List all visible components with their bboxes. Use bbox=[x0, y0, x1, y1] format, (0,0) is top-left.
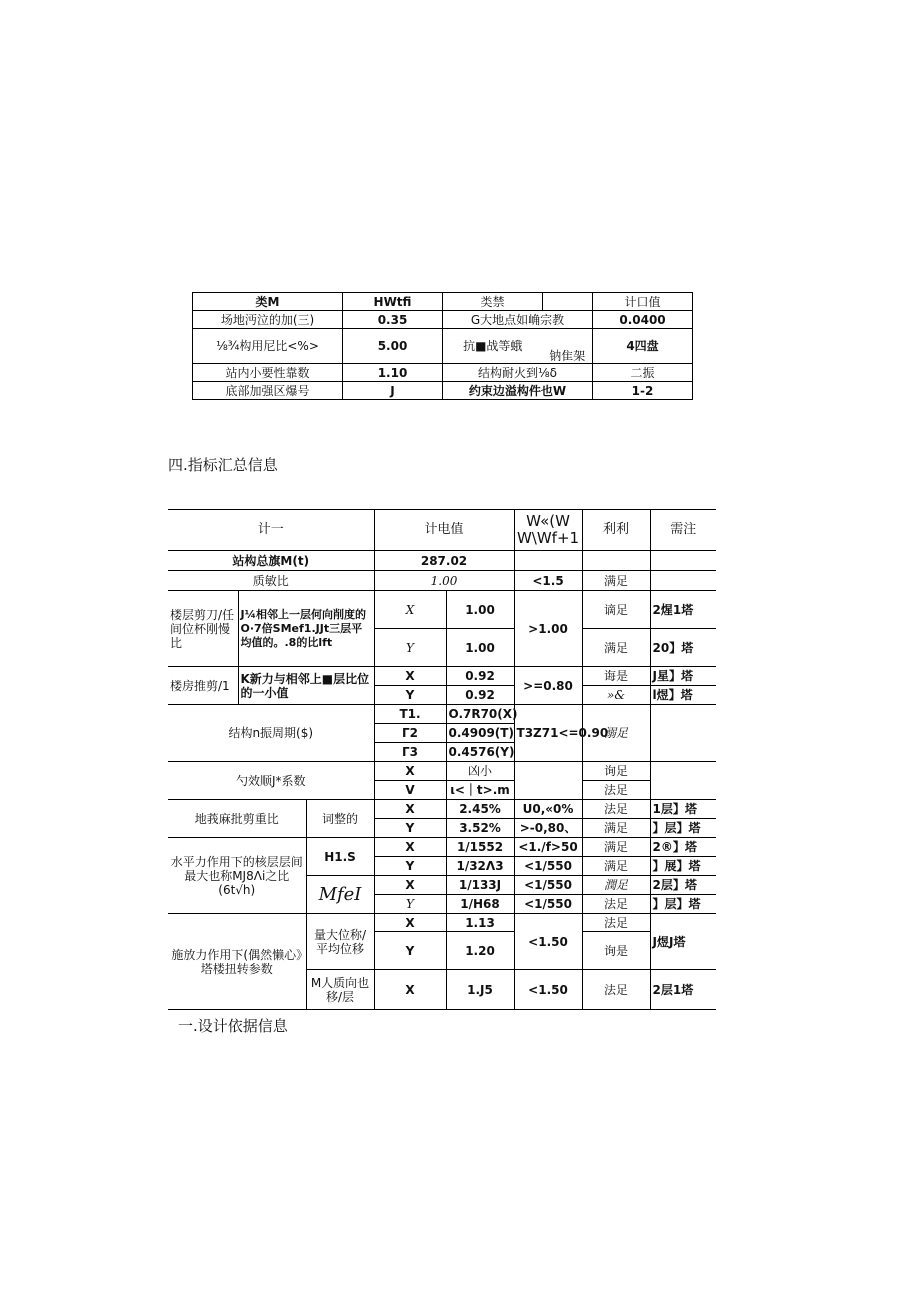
table-cell: X bbox=[374, 970, 446, 1010]
table-cell: 钠隹架 bbox=[543, 329, 593, 364]
table-cell: 约束边溢构件也W bbox=[443, 382, 593, 400]
table-cell: <1./f>50 bbox=[514, 838, 582, 857]
table-cell: Γ3 bbox=[374, 743, 446, 762]
table-cell: 询足 bbox=[582, 762, 650, 781]
table-cell: T3Z71<=0.90 bbox=[514, 705, 582, 762]
table-cell: 类M bbox=[193, 293, 343, 311]
table-cell: 满足 bbox=[582, 629, 650, 667]
table-cell: X bbox=[374, 876, 446, 895]
table-cell: 1/133J bbox=[446, 876, 514, 895]
table-cell: X bbox=[374, 800, 446, 819]
table-cell: 满足 bbox=[582, 571, 650, 591]
table-cell: 1.J5 bbox=[446, 970, 514, 1010]
table-cell: 诲是 bbox=[582, 667, 650, 686]
table-cell: Y bbox=[374, 819, 446, 838]
table-cell: 1.00 bbox=[374, 571, 514, 591]
table-cell: 结构耐火到⅛δ bbox=[443, 364, 593, 382]
table-cell bbox=[650, 762, 716, 800]
table-cell: M人质向也移/层 bbox=[306, 970, 374, 1010]
table-cell: 二振 bbox=[593, 364, 693, 382]
table-cell: 楼房推剪/1 bbox=[168, 667, 238, 705]
table-cell: HWtfi bbox=[343, 293, 443, 311]
header-cell: 需注 bbox=[650, 510, 716, 551]
table-row bbox=[193, 329, 693, 364]
table-cell: 2煋1塔 bbox=[650, 591, 716, 629]
table-cell: 2层】塔 bbox=[650, 876, 716, 895]
table-cell: 谪足 bbox=[582, 591, 650, 629]
table-cell: 溺足 bbox=[582, 705, 650, 762]
table-cell: 3.52% bbox=[446, 819, 514, 838]
table-row bbox=[168, 705, 716, 724]
table-cell: <1/550 bbox=[514, 895, 582, 914]
table-row bbox=[168, 571, 716, 591]
table-cell: 】层】塔 bbox=[650, 895, 716, 914]
table-cell: >=0.80 bbox=[514, 667, 582, 705]
table-cell: 0.35 bbox=[343, 311, 443, 329]
table-cell: J¼相邻上一层何向削度的O·7倍SMef1.JJt三层平均值的。.8的比lft bbox=[238, 591, 374, 667]
table-cell: Y bbox=[374, 686, 446, 705]
table-cell: Y bbox=[374, 895, 446, 914]
table-cell: 底部加强区爆号 bbox=[193, 382, 343, 400]
table-cell: 1.00 bbox=[446, 591, 514, 629]
table-cell: 0.0400 bbox=[593, 311, 693, 329]
table-cell: 凶小 bbox=[446, 762, 514, 781]
table-cell: <1/550 bbox=[514, 857, 582, 876]
table-cell: 站构总旗M(t) bbox=[168, 551, 374, 571]
table-cell: 2.45% bbox=[446, 800, 514, 819]
table-cell: 潤足 bbox=[582, 876, 650, 895]
table-cell: 】展】塔 bbox=[650, 857, 716, 876]
header-cell: 利利 bbox=[582, 510, 650, 551]
table-cell: 法足 bbox=[582, 895, 650, 914]
table-cell: X bbox=[374, 667, 446, 686]
table-cell: 20】塔 bbox=[650, 629, 716, 667]
table-cell: X bbox=[374, 762, 446, 781]
table-header-row bbox=[168, 510, 716, 551]
table-cell: G大地点如崅宗教 bbox=[443, 311, 593, 329]
table-cell: 计口值 bbox=[593, 293, 693, 311]
table-cell: MfeI bbox=[306, 876, 374, 914]
table-cell: 4四盘 bbox=[593, 329, 693, 364]
table-cell: H1.S bbox=[306, 838, 374, 876]
table-cell: 1层】塔 bbox=[650, 800, 716, 819]
table-cell bbox=[514, 551, 582, 571]
table-cell: <1/550 bbox=[514, 876, 582, 895]
table-cell: l煜】塔 bbox=[650, 686, 716, 705]
table-cell: <1.5 bbox=[514, 571, 582, 591]
table-cell: 词整的 bbox=[306, 800, 374, 838]
table-row bbox=[193, 311, 693, 329]
table-cell: 量大位称/平均位移 bbox=[306, 914, 374, 970]
table-cell: 1-2 bbox=[593, 382, 693, 400]
table-cell: 满足 bbox=[582, 819, 650, 838]
table-cell: >1.00 bbox=[514, 591, 582, 667]
table-cell: ⅛¾构用尼比<%> bbox=[193, 329, 343, 364]
table-cell: 1.20 bbox=[446, 932, 514, 970]
table-cell: 0.92 bbox=[446, 667, 514, 686]
table-cell: 法足 bbox=[582, 914, 650, 932]
table-cell: <1.50 bbox=[514, 970, 582, 1010]
table-cell: Y bbox=[374, 932, 446, 970]
table-cell bbox=[514, 762, 582, 800]
table-cell: 法足 bbox=[582, 800, 650, 819]
table-cell: J星】塔 bbox=[650, 667, 716, 686]
table-cell: 场地沔泣的加(三) bbox=[193, 311, 343, 329]
table-cell: 287.02 bbox=[374, 551, 514, 571]
table-row bbox=[193, 364, 693, 382]
table-row bbox=[193, 382, 693, 400]
table-cell bbox=[650, 705, 716, 762]
table-cell: 楼层剪刀/任间位杯刚慢比 bbox=[168, 591, 238, 667]
table-row bbox=[168, 551, 716, 571]
table-row bbox=[168, 591, 716, 629]
table-cell: 2层1塔 bbox=[650, 970, 716, 1010]
table-cell: 类禁 bbox=[443, 293, 543, 311]
table-cell: J bbox=[343, 382, 443, 400]
table-cell: 水平力作用下的核层层间最大也称MJ8Λi之比(6t√h) bbox=[168, 838, 306, 914]
table-cell: 0.4909(T) bbox=[446, 724, 514, 743]
table-cell bbox=[543, 293, 593, 311]
table-cell: ι<｜t>.m bbox=[446, 781, 514, 800]
table-cell: 1/1552 bbox=[446, 838, 514, 857]
table-cell: 1.10 bbox=[343, 364, 443, 382]
design-parameters-table bbox=[192, 292, 693, 400]
table-cell: K新力与相邻上■层比位的一小值 bbox=[238, 667, 374, 705]
table-cell: 满足 bbox=[582, 838, 650, 857]
table-cell bbox=[650, 551, 716, 571]
table-cell: T1. bbox=[374, 705, 446, 724]
table-cell: Γ2 bbox=[374, 724, 446, 743]
table-cell: 0.92 bbox=[446, 686, 514, 705]
table-cell: 地莪麻批剪重比 bbox=[168, 800, 306, 838]
table-cell: X bbox=[374, 591, 446, 629]
table-cell: 勺效顺J*系数 bbox=[168, 762, 374, 800]
table-cell bbox=[582, 551, 650, 571]
table-cell bbox=[650, 571, 716, 591]
table-cell: 满足 bbox=[582, 857, 650, 876]
header-cell: 计一 bbox=[168, 510, 374, 551]
table-cell: 站内小要性靠数 bbox=[193, 364, 343, 382]
table-row bbox=[168, 800, 716, 819]
table-row bbox=[168, 667, 716, 686]
table-cell: <1.50 bbox=[514, 914, 582, 970]
table-cell: 法足 bbox=[582, 970, 650, 1010]
table-cell: »& bbox=[582, 686, 650, 705]
header-cell: 计电值 bbox=[374, 510, 514, 551]
table-cell: 】层】塔 bbox=[650, 819, 716, 838]
header-cell: W«(W W\Wf+1 bbox=[514, 510, 582, 551]
table-cell: 结构n振周期($) bbox=[168, 705, 374, 762]
table-cell: V bbox=[374, 781, 446, 800]
table-row bbox=[168, 838, 716, 857]
table-cell: 法足 bbox=[582, 781, 650, 800]
table-cell: O.7R70(X) bbox=[446, 705, 514, 724]
table-cell: 施放力作用下(偶然懒心》塔楼扭转参数 bbox=[168, 914, 306, 1010]
indicator-summary-table bbox=[168, 509, 716, 1010]
table-cell: 质敏比 bbox=[168, 571, 374, 591]
table-cell: 1.13 bbox=[446, 914, 514, 932]
table-cell: 0.4576(Y) bbox=[446, 743, 514, 762]
table-cell: 2®】塔 bbox=[650, 838, 716, 857]
table-row bbox=[193, 293, 693, 311]
table-cell: Y bbox=[374, 857, 446, 876]
table-cell: 1/H68 bbox=[446, 895, 514, 914]
table-cell: 询是 bbox=[582, 932, 650, 970]
table-cell: 1.00 bbox=[446, 629, 514, 667]
table-cell: 5.00 bbox=[343, 329, 443, 364]
table-cell: Y bbox=[374, 629, 446, 667]
table-cell: J煜J塔 bbox=[650, 914, 716, 970]
table-cell: X bbox=[374, 914, 446, 932]
section-heading: 一.设计依据信息 bbox=[178, 1017, 288, 1035]
section-heading: 四.指标汇总信息 bbox=[168, 456, 278, 474]
table-cell: >-0,80、 bbox=[514, 819, 582, 838]
table-cell: 1/32Λ3 bbox=[446, 857, 514, 876]
table-row bbox=[168, 914, 716, 932]
table-cell: U0,«0% bbox=[514, 800, 582, 819]
table-cell: X bbox=[374, 838, 446, 857]
table-row bbox=[168, 762, 716, 781]
table-cell: 抗■战等蛾 bbox=[443, 329, 543, 364]
